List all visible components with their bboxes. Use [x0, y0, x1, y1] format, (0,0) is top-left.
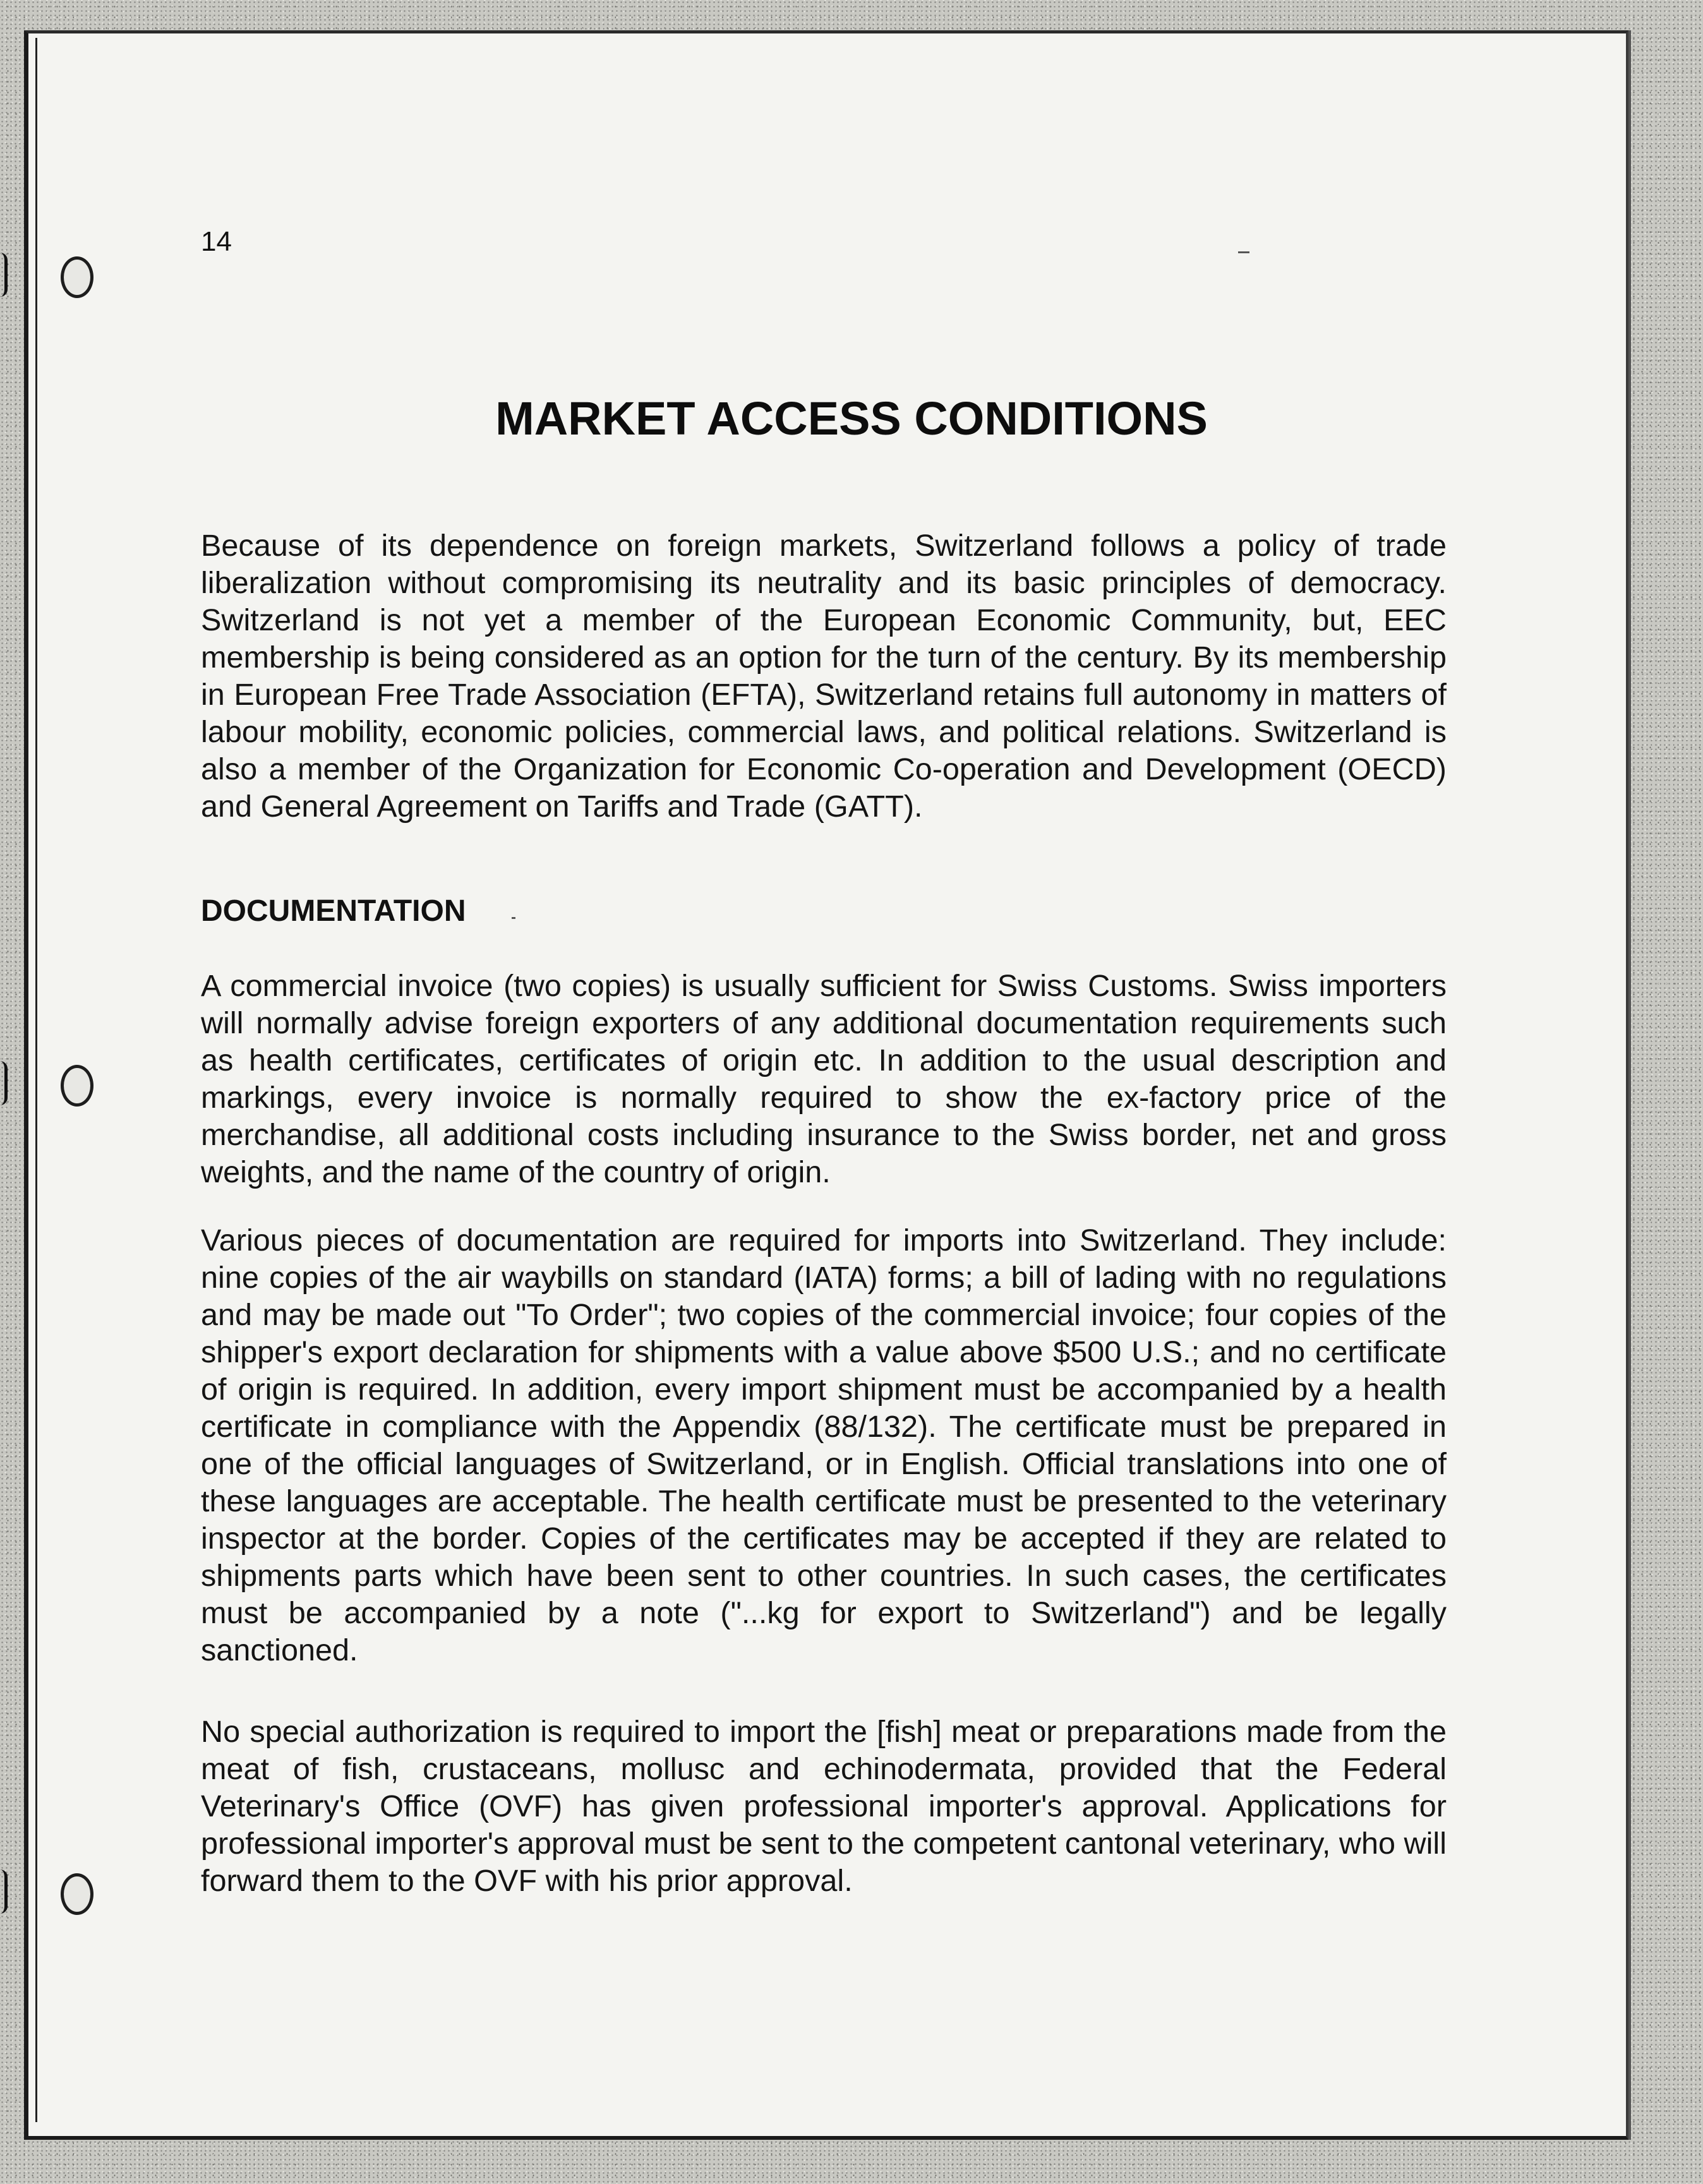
binder-ring-mark-bottom: [0, 1869, 8, 1914]
binder-edge-line: [35, 38, 37, 2122]
punch-hole-bottom: [61, 1873, 93, 1915]
documentation-paragraph-1: A commercial invoice (two copies) is usually sufficient for Swiss Customs. Swiss importers will normally advise foreign exporters of any additional documentation requirements such as health certificates, certificates of origin etc. In addition to the usual description and markings, every invoice is normally required to show the ex-factory price of the merchandise, all additional costs including insurance to the Swiss border, net and gross weights, and the name of the country of origin.: [201, 969, 1447, 1189]
punch-hole-top: [61, 256, 93, 298]
documentation-paragraph-2: Various pieces of documentation are required for imports into Switzerland. They include: nine copies of the air waybills on standard (IATA) forms; a bill of lading with no regulations and may be made out "To Order"; two copies of the commercial invoice; four copies of the shipper's export declaration for shipments with a value above $500 U.S.; and no certificate of origin is required. In addition, every import shipment must be accompanied by a health certificate in compliance with the Appendix (88/132). The certificate must be prepared in one of the official languages of Switzerland, or in English. Official translations into one of these languages are acceptable. The health certificate must be presented to the veterinary inspector at the border. Copies of the certificates may be accepted if they are related to shipments parts which have been sent to other countries. In such cases, the certificates must be accompanied by a note ("...kg for export to Switzerland") and be legally sanctioned.: [201, 1223, 1447, 1667]
stray-dot: [512, 917, 515, 919]
stray-mark: [1238, 251, 1249, 253]
documentation-heading: DOCUMENTATION: [201, 894, 466, 928]
binder-ring-mark-middle: [0, 1061, 8, 1105]
intro-paragraph: Because of its dependence on foreign markets, Switzerland follows a policy of trade liberalization without compromising its neutrality and its basic principles of democracy. Switzerland is not yet a member of the European Economic Community, but, EEC membership is being considered as an option for the turn of the century. By its membership in European Free Trade Association (EFTA), Switzerland retains full autonomy in matters of labour mobility, economic policies, commercial laws, and political relations. Switzerland is also a member of the Organization for Economic Co-operation and Development (OECD) and General Agreement on Tariffs and Trade (GATT).: [201, 529, 1447, 824]
binder-ring-mark-top: [0, 253, 8, 297]
page-title: MARKET ACCESS CONDITIONS: [495, 392, 1208, 445]
punch-hole-middle: [61, 1065, 93, 1107]
page-number: 14: [201, 226, 232, 257]
documentation-paragraph-3: No special authorization is required to import the [fish] meat or preparations made from the meat of fish, crustaceans, mollusc and echinodermata, provided that the Federal Veterinary's Office (OVF) has given professional importer's approval. Applications for professional importer's approval must be sent to the competent cantonal veterinary, who will forward them to the OVF with his prior approval.: [201, 1715, 1447, 1898]
